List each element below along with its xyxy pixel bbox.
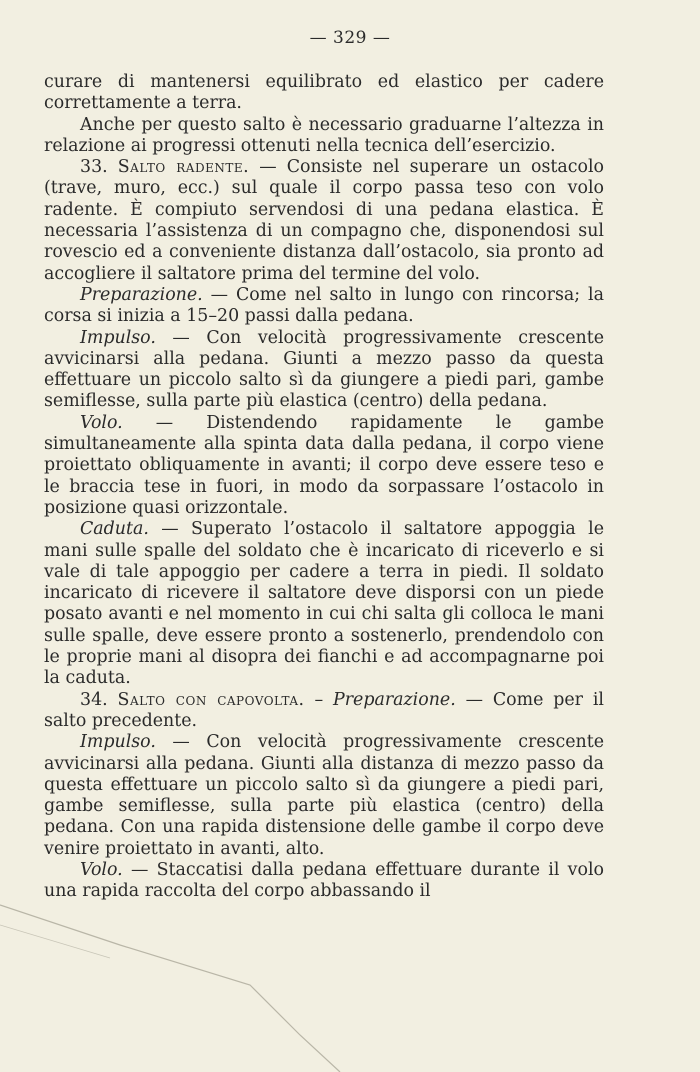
paragraph-body: — Consiste nel superare un ostacolo (trave, muro, ecc.) sul quale il corpo passa teso con volo radente. È compiuto servendosi di una pedana elastica. È necessaria l’assistenza di un compagno che, disponendosi sul rovescio ed a conveniente distanza dall’ostacolo, sia pronto ad accogliere il saltatore prima del termine del volo. <box>44 157 604 284</box>
section-heading: Salto con capovolta. <box>117 689 305 710</box>
section-34-paragraph <box>44 690 604 733</box>
paragraph <box>44 115 604 158</box>
paragraph-body: Anche per questo salto è necessario graduarne l’altezza in relazione ai progressi ottenuti nella tecnica dell’esercizio. <box>44 114 604 156</box>
paragraph <box>44 519 604 689</box>
subheading: Volo. <box>80 412 123 433</box>
paragraph <box>44 328 604 413</box>
paragraph <box>44 413 604 519</box>
paragraph-body: — Con velocità progressivamente crescente avvicinarsi alla pedana. Giunti a mezzo passo da questa effettuare un piccolo salto sì da giungere a piedi pari, gambe semiflesse, sulla parte più elastica (centro) della pedana. <box>44 327 604 412</box>
page-number: — 329 — <box>309 28 391 48</box>
paragraph-body: curare di mantenersi equilibrato ed elastico per cadere correttamente a terra. <box>44 72 604 114</box>
subheading: Volo. <box>80 859 123 880</box>
paragraph-body: — Staccatisi dalla pedana effettuare durante il volo una rapida raccolta del corpo abbassando il <box>44 859 604 902</box>
subheading: Impulso. <box>80 732 156 753</box>
section-heading: Salto radente. <box>117 157 250 178</box>
subheading: Impulso. <box>80 327 156 348</box>
paragraph <box>44 860 604 903</box>
section-number: 34. <box>80 689 118 710</box>
paragraph-body: — Come nel salto in lungo con rincorsa; la corsa si inizia a 15–20 passi dalla pedana. <box>44 284 604 327</box>
paragraph-body: — Con velocità progressivamente crescente avvicinarsi alla pedana. Giunti alla distanza di mezzo passo da questa effettuare un piccolo salto sì da giungere a piedi pari, gambe semiflesse, sulla parte più elastica (centro) della pedana. Con una rapida distensione delle gambe il corpo deve venire proiettato in avanti, alto. <box>44 732 604 859</box>
paragraph <box>44 72 604 115</box>
paragraph-body: — Distendendo rapidamente le gambe simultaneamente alla spinta data dalla pedana, il corpo viene proiettato obliquamente in avanti; il corpo deve essere teso e le braccia tese in fuori, in modo da sorpassare l’ostacolo in posizione quasi orizzontale. <box>44 412 604 518</box>
body-text <box>44 72 604 903</box>
paragraph-body: — Superato l’ostacolo il saltatore appoggia le mani sulle spalle del soldato che è incaricato di riceverlo e si vale di tale appoggio per cadere a terra in piedi. Il soldato incaricato di ricevere il saltatore deve disporsi con un piede posato avanti e nel momento in cui chi salta gli colloca le mani sulle spalle, deve essere pronto a sostenerlo, prendendolo con le proprie mani al disopra dei fianchi e ad accompagnarne poi la caduta. <box>44 519 604 689</box>
paragraph-body: — Come per il salto precedente. <box>44 689 604 731</box>
paragraph <box>44 285 604 328</box>
section-number: 33. <box>80 157 118 178</box>
subheading: Preparazione. <box>80 284 203 305</box>
subheading: Preparazione. <box>333 689 456 710</box>
subheading: Caduta. <box>80 519 149 540</box>
section-33-paragraph <box>44 157 604 285</box>
paragraph <box>44 732 604 860</box>
separator: – <box>304 689 334 710</box>
